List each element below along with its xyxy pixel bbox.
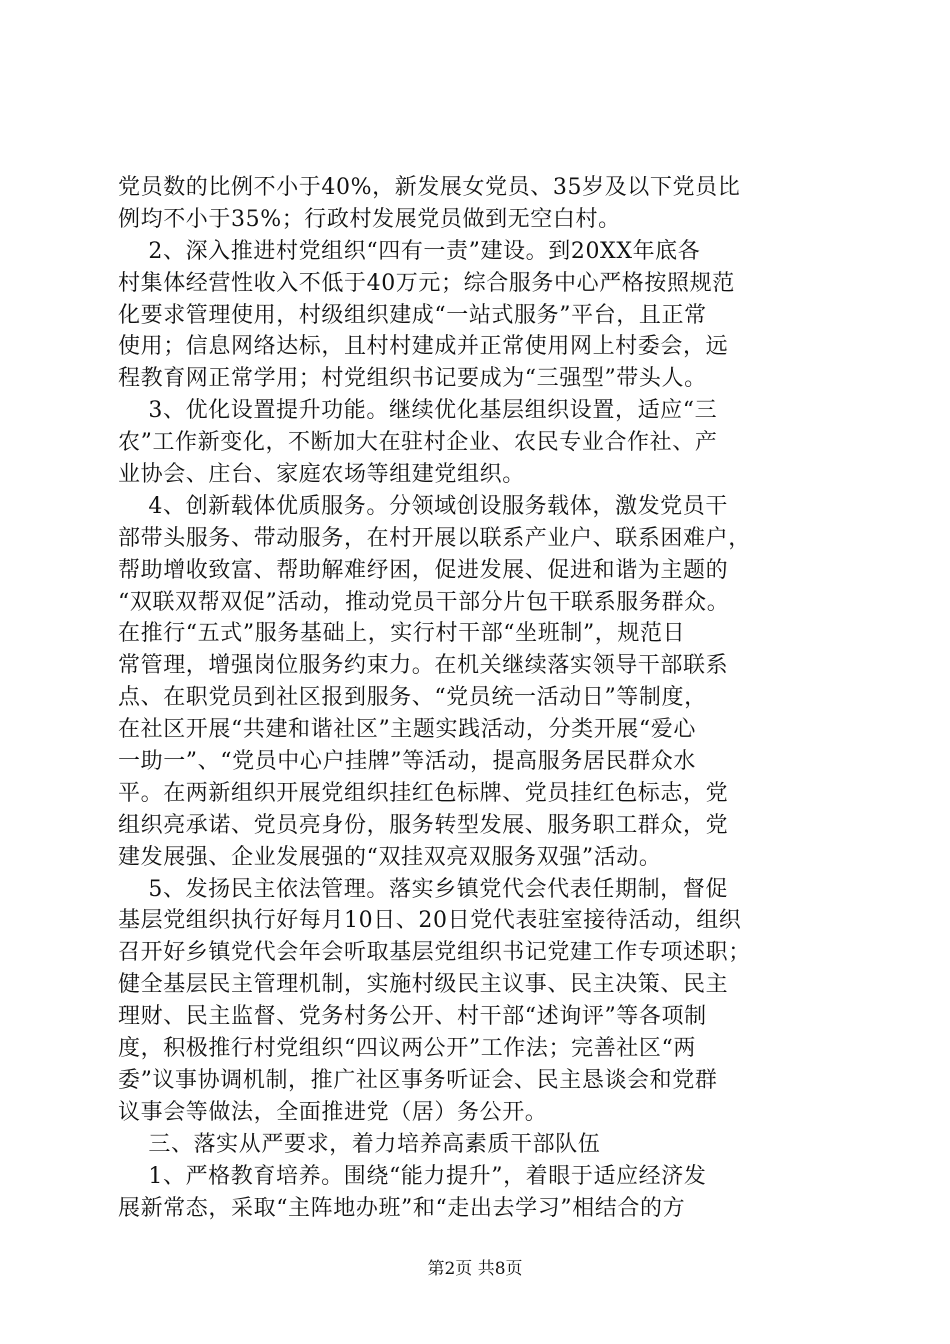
text-line: 常管理，增强岗位服务约束力。在机关继续落实领导干部联系 [118,653,729,679]
text-line: 一助一”、“党员中心户挂牌”等活动，提高服务居民群众水 [118,749,696,775]
page-footer: 第2页 共8页 [427,1259,523,1279]
text-line: 召开好乡镇党代会年会听取基层党组织书记党建工作专项述职； [118,940,751,966]
text-line: 建发展强、企业发展强的“双挂双亮双服务双强”活动。 [118,844,662,870]
text-line: 例均不小于35%；行政村发展党员做到无空白村。 [118,206,621,232]
text-line: 部带头服务、带动服务，在村开展以联系产业户、联系困难户， [118,525,751,551]
text-line: 理财、民主监督、党务村务公开、村干部“述询评”等各项制 [118,1004,707,1030]
text-line: 基层党组织执行好每月10日、20日党代表驻室接待活动，组织 [118,908,742,934]
text-line: 议事会等做法，全面推进党（居）务公开。 [118,1099,548,1125]
text-line: 党员数的比例不小于40%，新发展女党员、35岁及以下党员比 [118,175,741,200]
text-line: 4、创新载体优质服务。分领域创设服务载体，激发党员干 [118,493,728,519]
text-line: 平。在两新组织开展党组织挂红色标牌、党员挂红色标志，党 [118,780,729,806]
text-line: 在社区开展“共建和谐社区”主题实践活动，分类开展“爱心 [118,717,696,743]
text-line: 农”工作新变化，不断加大在驻村企业、农民专业合作社、产 [118,430,718,456]
text-line: 点、在职党员到社区报到服务、“党员统一活动日”等制度， [118,685,707,711]
document-body [118,172,838,1224]
text-line: 使用；信息网络达标，且村村建成并正常使用网上村委会，远 [118,334,729,360]
text-line: 2、深入推进村党组织“四有一责”建设。到20XX年底各 [118,238,701,264]
text-line: 展新常态，采取“主阵地办班”和“走出去学习”相结合的方 [118,1195,686,1221]
text-line: 程教育网正常学用；村党组织书记要成为“三强型”带头人。 [118,366,707,392]
text-line: 化要求管理使用，村级组织建成“一站式服务”平台，且正常 [118,302,707,328]
text-line: 3、优化设置提升功能。继续优化基层组织设置，适应“三 [118,398,718,424]
text-line: 1、严格教育培养。围绕“能力提升”，着眼于适应经济发 [118,1163,707,1189]
text-line: 帮助增收致富、帮助解难纾困，促进发展、促进和谐为主题的 [118,557,729,583]
text-line: 三、落实从严要求，着力培养高素质干部队伍 [118,1131,601,1157]
text-line: “双联双帮双促”活动，推动党员干部分片包干联系服务群众。 [118,589,730,615]
text-line: 5、发扬民主依法管理。落实乡镇党代会代表任期制，督促 [118,876,728,902]
text-line: 委”议事协调机制，推广社区事务听证会、民主恳谈会和党群 [118,1067,718,1093]
text-line: 村集体经营性收入不低于40万元；综合服务中心严格按照规范 [118,270,735,296]
text-line: 业协会、庄台、家庭农场等组建党组织。 [118,462,525,488]
text-line: 在推行“五式”服务基础上，实行村干部“坐班制”，规范日 [118,621,686,647]
text-line: 组织亮承诺、党员亮身份，服务转型发展、服务职工群众，党 [118,812,729,838]
text-line: 健全基层民主管理机制，实施村级民主议事、民主决策、民主 [118,972,729,998]
text-line: 度，积极推行村党组织“四议两公开”工作法；完善社区“两 [118,1036,696,1062]
